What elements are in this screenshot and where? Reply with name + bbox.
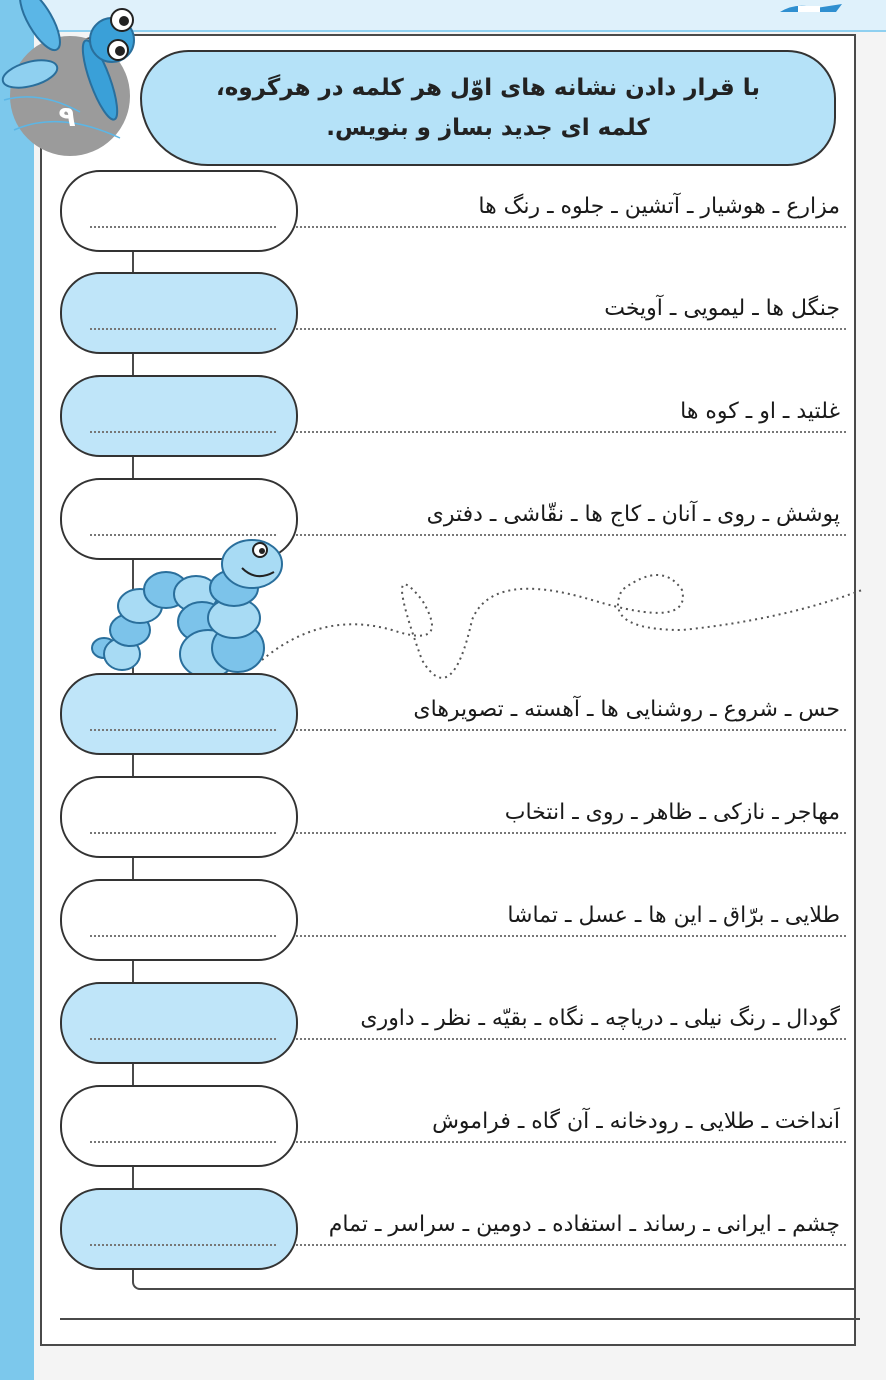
dotted-line [296,534,846,536]
answer-line [90,226,276,228]
page-number: ۹ [58,100,76,133]
exercise-row [0,272,886,352]
answer-line [90,534,276,536]
dotted-line [296,226,846,228]
word-group: چشم ـ ایرانی ـ رساند ـ استفاده ـ دومین ـ سراسر ـ تمام [323,1212,846,1237]
word-group: جنگل ها ـ لیمویی ـ آویخت [598,296,846,321]
dotted-line [296,1141,846,1143]
word-group: مهاجر ـ نازکی ـ ظاهر ـ روی ـ انتخاب [499,800,846,825]
exercise-row [0,375,886,455]
answer-line [90,1038,276,1040]
exercise-row [0,673,886,753]
instruction-box [140,50,836,166]
top-band [34,0,886,30]
dotted-line [296,1038,846,1040]
word-group: مزارع ـ هوشیار ـ آتشین ـ جلوه ـ رنگ ها [472,194,846,219]
bottom-rule [60,1318,860,1320]
dotted-line [296,431,846,433]
dotted-line [296,1244,846,1246]
answer-box[interactable] [60,1188,298,1270]
answer-box[interactable] [60,879,298,961]
word-group: پوشش ـ روی ـ آنان ـ کاج ها ـ نقّاشی ـ دفتری [421,502,846,527]
answer-line [90,328,276,330]
answer-box[interactable] [60,170,298,252]
exercise-row [0,1188,886,1268]
answer-line [90,431,276,433]
dotted-line [296,729,846,731]
exercise-row [0,1085,886,1165]
dotted-line [296,935,846,937]
exercise-row [0,170,886,250]
exercise-row [0,982,886,1062]
answer-box[interactable] [60,375,298,457]
word-group: حس ـ شروع ـ روشنایی ها ـ آهسته ـ تصویرهای [407,697,846,722]
instruction-line-2: کلمه ای جدید بساز و بنویس. [326,115,650,141]
answer-box[interactable] [60,272,298,354]
answer-box[interactable] [60,776,298,858]
word-group: گودال ـ رنگ نیلی ـ دریاچه ـ نگاه ـ بقیّه ـ نظر ـ داوری [354,1006,846,1031]
answer-line [90,832,276,834]
answer-line [90,1141,276,1143]
answer-box[interactable] [60,1085,298,1167]
answer-box[interactable] [60,673,298,755]
answer-line [90,935,276,937]
exercise-row [0,776,886,856]
answer-line [90,1244,276,1246]
publisher-logo-icon [776,0,846,14]
answer-box[interactable] [60,982,298,1064]
top-divider [34,30,886,32]
word-group: طلایی ـ برّاق ـ این ها ـ عسل ـ تماشا [501,903,846,928]
answer-line [90,729,276,731]
instruction-line-1: با قرار دادن نشانه های اوّل هر کلمه در هرگروه، [216,75,760,101]
dotted-line [296,832,846,834]
dotted-line [296,328,846,330]
word-group: اَنداخت ـ طلایی ـ رودخانه ـ آن گاه ـ فراموش [426,1109,846,1134]
word-group: غلتید ـ او ـ کوه ها [674,399,846,424]
worm-icon [84,538,284,688]
exercise-row [0,879,886,959]
